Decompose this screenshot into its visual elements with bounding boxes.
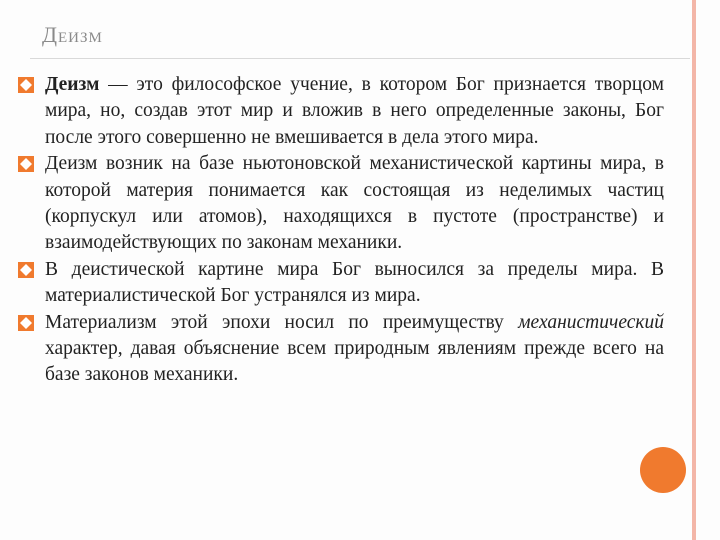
- decorative-circle: [640, 447, 686, 493]
- bullet-text: В деистической картине мира Бог выносился за пределы мира. В материалистической Бог устранялся из мира.: [45, 258, 664, 307]
- bullet-item: [18, 310, 664, 389]
- bullet-text: Материализм этой эпохи носил по преимуществу: [45, 311, 519, 333]
- bullet-text: характер, давая объяснение всем природным явлениям прежде всего на базе законов механики.: [45, 338, 664, 386]
- bullet-item: [18, 257, 664, 310]
- bullet-item: [18, 151, 664, 257]
- diamond-bullet-icon: [18, 77, 34, 93]
- bullet-item: [18, 72, 664, 151]
- bullet-list: [18, 72, 664, 389]
- bullet-text: — это философское учение, в котором Бог признается творцом мира, но, создав этот мир и вложив в него определенные законы, Бог после этого совершенно не вмешивается в дела этого мира.: [45, 74, 664, 148]
- bullet-text: Деизм возник на базе ньютоновской механистической картины мира, в которой материя понимается как состоящая из неделимых частиц (корпускул или атомов), находящихся в пустоте (пространстве) и взаимодействующих по законам механики.: [45, 153, 664, 254]
- title-divider: [30, 58, 690, 59]
- diamond-bullet-icon: [18, 156, 34, 172]
- diamond-bullet-icon: [18, 262, 34, 278]
- diamond-bullet-icon: [18, 315, 34, 331]
- bullet-term: Деизм: [45, 74, 100, 95]
- decorative-line: [692, 0, 696, 540]
- slide-title: Деизм: [42, 22, 103, 47]
- bullet-emphasis: механистический: [518, 311, 664, 333]
